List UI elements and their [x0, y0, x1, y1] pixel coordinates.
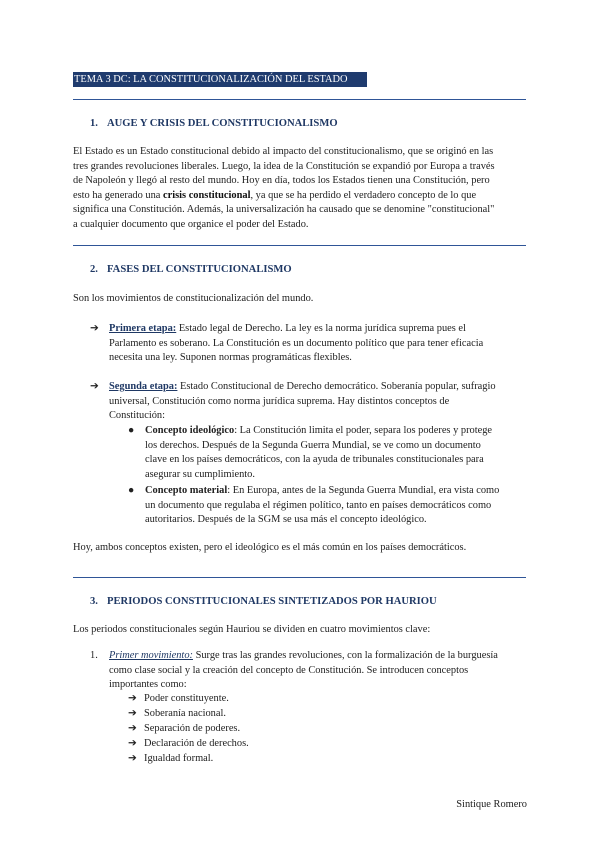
paragraph-line	[109, 322, 526, 337]
paragraph-line	[109, 380, 526, 395]
section-1-number: 1.	[90, 118, 98, 129]
paragraph-line	[73, 189, 526, 204]
section-1-title: AUGE Y CRISIS DEL CONSTITUCIONALISMO	[107, 118, 338, 129]
text-run: esto ha generado una	[73, 189, 164, 201]
stage-1-label: Primera etapa:	[109, 323, 177, 334]
paragraph-line: a cualquier documento que organice el poder del Estado.	[73, 218, 309, 230]
section-1-paragraph	[73, 145, 526, 233]
section-divider	[73, 577, 526, 578]
arrow-icon: ➔	[128, 753, 137, 764]
arrow-icon: ➔	[128, 738, 137, 749]
paragraph-line: de Napoleón y llegó al resto del mundo. Hoy en día, todos los Estados tienen una Constitución, pero	[73, 175, 490, 187]
text-run: Estado legal de Derecho. La ley es la norma jurídica suprema pues el	[176, 323, 466, 334]
text-run: Estado Constitucional de Derecho democrático. Soberanía popular, sufragio	[177, 381, 496, 392]
concept-ideologico-item	[128, 424, 526, 482]
stage-2-item	[90, 380, 526, 424]
sub-item-text: Poder constituyente.	[144, 693, 229, 704]
document-title: TEMA 3 DC: LA CONSTITUCIONALIZACIÓN DEL ESTADO	[73, 72, 367, 87]
paragraph-line: importantes como:	[109, 679, 187, 691]
sub-item	[128, 737, 428, 752]
sub-item-text: Declaración de derechos.	[144, 738, 249, 749]
paragraph-line: universal, Constitución como norma jurídica suprema. Hay distintos conceptos de	[109, 395, 450, 407]
arrow-icon: ➔	[128, 693, 137, 704]
sub-item	[128, 722, 428, 737]
paragraph-line: tres grandes revoluciones liberales. Luego, la idea de la Constitución se expandió por Europa a través	[73, 160, 495, 172]
paragraph-line: los derechos. Después de la Segunda Guerra Mundial, se ve como un documento	[145, 439, 481, 451]
paragraph-line: necesita una ley. Suponen normas programáticas flexibles.	[109, 352, 352, 364]
paragraph-line: asegurar su cumplimiento.	[145, 468, 255, 480]
text-run: : La Constitución limita el poder, separa los poderes y protege	[234, 425, 493, 436]
sub-item	[128, 692, 428, 707]
arrow-icon: ➔	[128, 723, 137, 734]
arrow-icon: ➔	[90, 381, 99, 392]
bold-term: crisis constitucional	[163, 189, 251, 201]
sub-item	[128, 707, 428, 722]
movement-1-label: Primer movimiento:	[109, 650, 193, 661]
sub-item	[128, 752, 428, 767]
sub-item-text: Separación de poderes.	[144, 723, 241, 734]
paragraph-line: autoritarios. Después de la SGM se usa más el concepto ideológico.	[145, 514, 427, 526]
paragraph-line	[145, 424, 526, 439]
stage-2-label: Segunda etapa:	[109, 381, 178, 392]
paragraph-line: Constitución:	[109, 410, 165, 422]
page-footer-author: Sintique Romero	[456, 799, 527, 810]
paragraph-line	[145, 484, 526, 499]
sub-item-text: Soberanía nacional.	[144, 708, 226, 719]
section-3-number: 3.	[90, 596, 98, 607]
sub-item-text: Igualdad formal.	[144, 753, 214, 764]
section-2-closing: Hoy, ambos conceptos existen, pero el ideológico es el más común en los países democráticos.	[73, 542, 467, 553]
section-divider	[73, 245, 526, 246]
bullet-icon: ●	[128, 425, 135, 436]
concept-2-label: Concepto material	[145, 485, 228, 496]
section-2-number: 2.	[90, 264, 98, 275]
movement-1-item	[90, 649, 526, 693]
paragraph-line: un documento que regulaba el régimen político, tanto en países democráticos como	[145, 499, 492, 511]
section-3-intro: Los periodos constitucionales según Hauriou se dividen en cuatro movimientos clave:	[73, 624, 431, 635]
paragraph-line: Parlamento es soberano. La Constitución es un documento político que para tener eficacia	[109, 337, 484, 349]
paragraph-line	[109, 649, 526, 664]
section-2-title: FASES DEL CONSTITUCIONALISMO	[107, 264, 292, 275]
arrow-icon: ➔	[90, 323, 99, 334]
section-2-heading	[90, 263, 292, 278]
paragraph-line: significa una Constitución. Además, la universalización ha causado que se denomine "constitucional"	[73, 204, 495, 216]
section-3-heading	[90, 595, 437, 610]
paragraph-line: clave en los países democráticos, con la ayuda de tribunales constitucionales para	[145, 454, 484, 466]
text-run: Surge tras las grandes revoluciones, con la formalización de la burguesía	[192, 650, 498, 661]
arrow-icon: ➔	[128, 708, 137, 719]
paragraph-line: El Estado es un Estado constitucional debido al impacto del constitucionalismo, que se originó en las	[73, 146, 494, 157]
stage-1-item	[90, 322, 526, 366]
bullet-icon: ●	[128, 485, 135, 496]
paragraph-line: como clase social y la creación del concepto de Constitución. Se introducen conceptos	[109, 664, 469, 676]
section-2-intro: Son los movimientos de constitucionalización del mundo.	[73, 293, 314, 304]
text-run: : En Europa, antes de la Segunda Guerra Mundial, era vista como	[227, 485, 500, 496]
text-run: , ya que se ha perdido el verdadero concepto de lo que	[250, 189, 477, 201]
section-3-title: PERIODOS CONSTITUCIONALES SINTETIZADOS POR HAURIOU	[107, 596, 437, 607]
section-1-heading	[90, 117, 338, 132]
section-divider	[73, 99, 526, 100]
concept-material-item	[128, 484, 526, 528]
concept-1-label: Concepto ideológico	[145, 425, 235, 436]
item-number: 1.	[90, 650, 98, 661]
